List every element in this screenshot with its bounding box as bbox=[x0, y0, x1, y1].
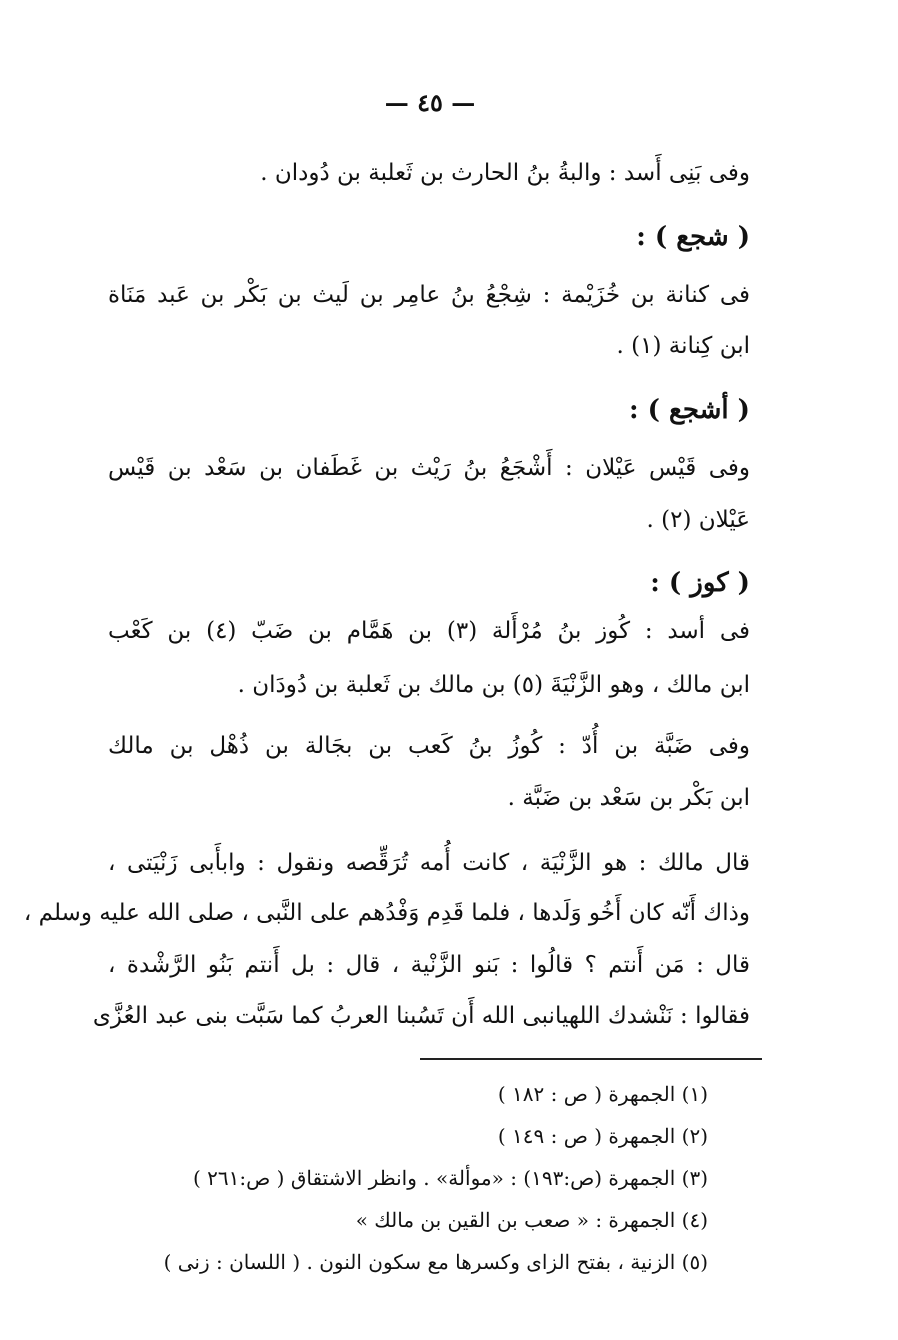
text-line: ابن كِنانة (١) . bbox=[616, 333, 750, 359]
text-line: فقالوا : نَنْشدك اللهيانبى الله أَن تَسُبنا العربُ كما سَبَّت بنى عبد العُزَّى bbox=[92, 1003, 750, 1029]
footnote-divider bbox=[420, 1058, 762, 1060]
entry-heading-shaja: ( شجع ) : bbox=[636, 222, 750, 252]
text-line: قال : مَن أَنتم ؟ قالُوا : بَنو الزَّنْية ، قال : بل أَنتم بَنُو الرَّشْدة ، bbox=[108, 952, 750, 978]
text-line: فى أسد : كُوز بنُ مُرْأَلة (٣) بن هَمَّام بن ضَبّ (٤) بن كَعْب bbox=[108, 618, 751, 644]
entry-heading-ashja: ( أشجع ) : bbox=[629, 395, 750, 425]
footnote-3: (٣) الجمهرة (ص:١٩٣) : «موألة» . وانظر الاشتقاق ( ص:٢٦١ ) bbox=[192, 1166, 708, 1190]
text-line: وذاك أَنّه كان أَخُو وَلَدها ، فلما قَدِم وَفْدُهم على النَّبى ، صلى الله عليه وسلم ، bbox=[23, 900, 750, 926]
text-line: قال مالك : هو الزَّنْيَة ، كانت أُمه تُرَقِّصه ونقول : وابأَبى زَنْيَتى ، bbox=[108, 850, 750, 876]
text-line: وفى قَيْس عَيْلان : أَشْجَعُ بنُ رَيْث بن غَطَفان بن سَعْد بن قَيْس bbox=[108, 455, 750, 481]
page-number: — ٤٥ — bbox=[384, 88, 476, 117]
text-line: ابن مالك ، وهو الزَّنْيَةَ (٥) بن مالك بن ثَعلبة بن دُودَان . bbox=[237, 672, 750, 698]
footnote-1: (١) الجمهرة ( ص : ١٨٢ ) bbox=[497, 1082, 708, 1106]
text-line: فى كنانة بن خُزَيْمة : شِجْعُ بنُ عامِر بن لَيث بن بَكْر بن عَبد مَنَاة bbox=[108, 282, 750, 308]
text-line: وفى ضَبَّة بن أُدّ : كُوزُ بنُ كَعب بن بجَالة بن ذُهْل بن مالك bbox=[108, 733, 750, 759]
footnote-4: (٤) الجمهرة : « صعب بن القين بن مالك » bbox=[355, 1208, 708, 1232]
entry-heading-kuz: ( كوز ) : bbox=[650, 568, 750, 598]
footnote-2: (٢) الجمهرة ( ص : ١٤٩ ) bbox=[497, 1124, 708, 1148]
text-line: وفى بَنِى أَسد : والبةُ بنُ الحارث بن ثَعلبة بن دُودان . bbox=[260, 160, 750, 186]
text-line: ابن بَكْر بن سَعْد بن ضَبَّة . bbox=[507, 785, 750, 811]
text-line: عَيْلان (٢) . bbox=[646, 507, 750, 533]
footnote-5: (٥) الزنية ، بفتح الزاى وكسرها مع سكون النون . ( اللسان : زنى ) bbox=[163, 1250, 708, 1274]
